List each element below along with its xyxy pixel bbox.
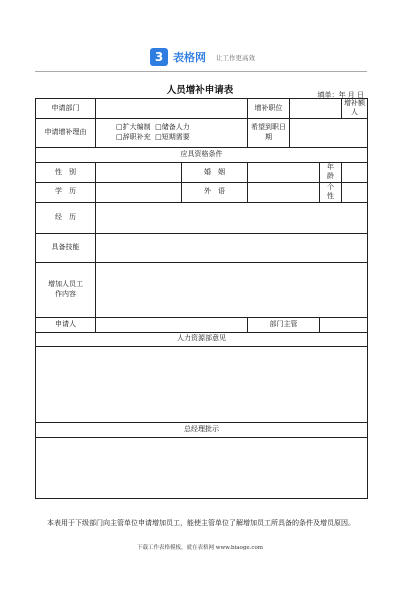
- headcount-label: 增补额 人: [342, 99, 368, 119]
- personality-label: 个 性: [320, 182, 342, 202]
- table-row: [36, 233, 368, 262]
- table-row: [36, 262, 368, 317]
- experience-label: 经 历: [36, 202, 96, 233]
- brand-header: [150, 45, 255, 69]
- gm-approval-field[interactable]: [36, 437, 368, 498]
- education-field[interactable]: [96, 182, 182, 202]
- desired-date-field[interactable]: [290, 118, 368, 147]
- education-label: 学 历: [36, 182, 96, 202]
- dept-label: 申请部门: [36, 99, 96, 119]
- table-row: [36, 147, 368, 162]
- language-field[interactable]: [248, 182, 320, 202]
- marital-field[interactable]: [248, 162, 320, 182]
- table-row: [36, 422, 368, 437]
- table-row: [36, 162, 368, 182]
- skills-label: 具备技能: [36, 233, 96, 262]
- footer-text: 下载工作表格模板，就在表格网 www.biaoge.com: [137, 545, 263, 551]
- option-resign-replace[interactable]: □辞职补充: [116, 132, 151, 141]
- dept-manager-label: 部门主管: [248, 317, 320, 332]
- table-row: [36, 332, 368, 346]
- hr-opinion-header: 人力资源部意见: [36, 332, 368, 346]
- position-field[interactable]: [290, 99, 342, 119]
- table-row: [36, 346, 368, 422]
- fill-date-label: 填单：年 月 日: [317, 91, 364, 99]
- brand-name: 表格网: [173, 51, 206, 64]
- work-content-label: 增加人员工作内容: [36, 262, 96, 317]
- reason-options: [96, 118, 248, 147]
- brand-logo-char: 3: [154, 50, 164, 64]
- table-row: [36, 99, 368, 119]
- usage-note: 本表用于下级部门向主管单位申请增加员工，能使主管单位了解增加员工所具备的条件及增员原因。: [47, 519, 355, 527]
- language-label: 外 语: [182, 182, 248, 202]
- applicant-label: 申请人: [36, 317, 96, 332]
- age-field[interactable]: [342, 162, 368, 182]
- requisition-form-table: [35, 98, 368, 499]
- qualification-section-header: 应具资格条件: [36, 147, 368, 162]
- header-divider: [35, 71, 367, 72]
- table-row: [36, 202, 368, 233]
- gender-label: 性 别: [36, 162, 96, 182]
- dept-field[interactable]: [96, 99, 248, 119]
- brand-logo-icon: [150, 48, 168, 66]
- experience-field[interactable]: [96, 202, 368, 233]
- personality-field[interactable]: [342, 182, 368, 202]
- marital-label: 婚 姻: [182, 162, 248, 182]
- position-label: 增补职位: [248, 99, 290, 119]
- form-title: 人员增补申请表: [166, 85, 234, 96]
- age-label: 年 龄: [320, 162, 342, 182]
- option-short-term[interactable]: □短期需要: [155, 132, 190, 141]
- reason-label: 申请增补理由: [36, 118, 96, 147]
- gm-approval-header: 总经理批示: [36, 422, 368, 437]
- table-row: [36, 437, 368, 498]
- table-row: [36, 118, 368, 147]
- desired-date-label: 希望到职日期: [248, 118, 290, 147]
- hr-opinion-field[interactable]: [36, 346, 368, 422]
- option-reserve[interactable]: □储备人力: [155, 123, 190, 132]
- skills-field[interactable]: [96, 233, 368, 262]
- dept-manager-field[interactable]: [320, 317, 368, 332]
- work-content-field[interactable]: [96, 262, 368, 317]
- gender-field[interactable]: [96, 162, 182, 182]
- table-row: [36, 182, 368, 202]
- brand-slogan: 让工作更高效: [216, 53, 255, 62]
- table-row: [36, 317, 368, 332]
- option-expand[interactable]: □扩大编制: [116, 123, 151, 132]
- applicant-field[interactable]: [96, 317, 248, 332]
